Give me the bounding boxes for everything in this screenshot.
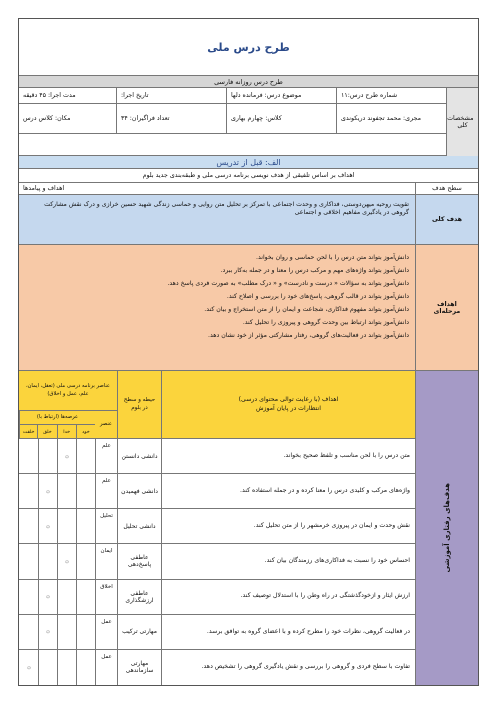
framework-note: اهداف بر اساس تلفیقی از هدف نویسی برنامه درسی ملی و طبقه‌بندی جدید بلوم bbox=[19, 169, 478, 183]
area-cell bbox=[20, 650, 38, 685]
table-row bbox=[19, 509, 415, 544]
curriculum-element: اخلاق bbox=[95, 580, 117, 614]
table-header-domain: حیطه و سطح در بلوم bbox=[117, 371, 161, 439]
area-cell bbox=[57, 439, 76, 473]
stage-goal-item: دانش‌آموز بتواند به سؤالات « درست و نادرست» و « درک مطلب» به صورت فردی پاسخ دهد. bbox=[167, 280, 409, 287]
areas-title: عرصه‌ها (ارتباط با) bbox=[19, 411, 95, 425]
lesson-topic: موضوع درس: فرمانده دلها bbox=[226, 88, 336, 104]
area-cell bbox=[57, 650, 76, 685]
element-col-title: عنصر bbox=[99, 421, 113, 428]
area-cell bbox=[76, 509, 95, 543]
duration: مدت اجرا: ۴۵ دقیقه bbox=[19, 88, 116, 104]
stage-goal-item: دانش‌آموز بتواند مفهوم فداکاری، شجاعت و ایمان را از متن استخراج و بیان کند. bbox=[204, 306, 409, 313]
area-mark-icon: ۞ bbox=[65, 557, 69, 565]
elements-title: عناصر برنامه درسی ملی (تعقل، ایمان، علم، عمل و اخلاق) bbox=[19, 371, 117, 411]
area-cell bbox=[76, 615, 95, 649]
areas-sub-header bbox=[19, 425, 95, 439]
table-row bbox=[19, 615, 415, 650]
area-god: خدا bbox=[57, 425, 76, 439]
area-cell bbox=[38, 580, 57, 614]
curriculum-element: علم bbox=[95, 439, 117, 473]
curriculum-element: تحلیل bbox=[95, 509, 117, 543]
behavior-goal-text: احساس خود را نسبت به فداکاری‌های رزمندگان بیان کند. bbox=[161, 544, 415, 578]
area-cell bbox=[38, 509, 57, 543]
stage-goals-list bbox=[19, 245, 415, 371]
behavior-goal-text: در فعالیت گروهی، نظرات خود را مطرح کرده و با اعضای گروه به توافق برسد. bbox=[161, 615, 415, 649]
bloom-domain: مهارتی ترکیب bbox=[117, 615, 161, 649]
area-cell bbox=[76, 544, 95, 578]
execution-date: تاریخ اجرا: bbox=[116, 88, 226, 104]
table-row bbox=[19, 650, 415, 685]
area-cell bbox=[38, 439, 57, 473]
class-name: کلاس: چهارم بهاری bbox=[226, 104, 336, 134]
stage-goal-item: دانش‌آموز بتواند در فعالیت‌های گروهی، رفتار مشارکتی مؤثر از خود نشان دهد. bbox=[208, 332, 409, 339]
stage-goal-item: دانش‌آموز بتواند در قالب گروهی، پاسخ‌های خود را بررسی و اصلاح کند. bbox=[226, 293, 409, 300]
area-cell bbox=[20, 474, 38, 508]
area-cell bbox=[20, 544, 38, 578]
stage-goals-label: اهداف مرحله‌ای bbox=[415, 245, 478, 371]
area-self: خود bbox=[76, 425, 95, 439]
behavior-goal-text: متن درس را با لحن مناسب و تلفظ صحیح بخواند. bbox=[161, 439, 415, 473]
bloom-domain: دانشی تحلیل bbox=[117, 509, 161, 543]
behavior-goal-text: ارزش ایثار و ازخودگذشتگی در راه وطن را با استدلال توصیف کند. bbox=[161, 580, 415, 614]
area-mark-icon: ۞ bbox=[46, 487, 50, 495]
area-cell bbox=[57, 580, 76, 614]
stage-goal-item: دانش‌آموز بتواند متن درس را با لحن حماسی و روان بخواند. bbox=[256, 254, 409, 261]
bloom-domain: عاطفی ارزشگذاری bbox=[117, 580, 161, 614]
session-number: شماره طرح درس:۱۱ bbox=[336, 88, 446, 104]
general-goal-label: هدف کلی bbox=[415, 195, 478, 245]
area-cell bbox=[76, 650, 95, 685]
area-mark-icon: ۞ bbox=[46, 522, 50, 530]
curriculum-element: ایمان bbox=[95, 544, 117, 578]
area-cell bbox=[20, 509, 38, 543]
table-row bbox=[19, 580, 415, 615]
area-cell bbox=[76, 580, 95, 614]
curriculum-element: عمل bbox=[95, 615, 117, 649]
area-cell bbox=[38, 650, 57, 685]
goals-header: اهداف و پیامدها bbox=[19, 183, 415, 195]
area-mark-icon: ۞ bbox=[65, 452, 69, 460]
area-cell bbox=[38, 544, 57, 578]
table-row bbox=[19, 474, 415, 509]
stage-goal-item: دانش‌آموز بتواند واژه‌های مهم و مرکب درس را معنا و در جمله به‌کار ببرد. bbox=[220, 267, 409, 274]
area-people: خلق bbox=[37, 425, 56, 439]
bloom-domain: مهارتی سازماندهی bbox=[117, 650, 161, 685]
place: مکان: کلاس درس bbox=[19, 104, 116, 134]
area-cell bbox=[20, 439, 38, 473]
area-mark-icon: ۞ bbox=[46, 593, 50, 601]
area-mark-icon: ۞ bbox=[46, 628, 50, 636]
teacher-name: مجری: محمد تجفوند دریکوندی bbox=[336, 104, 446, 134]
area-cell bbox=[57, 474, 76, 508]
curriculum-element: علم bbox=[95, 474, 117, 508]
area-cell bbox=[38, 474, 57, 508]
area-cell bbox=[76, 439, 95, 473]
area-mark-icon: ۞ bbox=[27, 663, 31, 671]
area-cell bbox=[20, 580, 38, 614]
info-side-label: مشخصات کلی bbox=[446, 88, 478, 156]
general-goal-text: تقویت روحیه میهن‌دوستی، فداکاری و وحدت اجتماعی با تمرکز بر تحلیل متن روایی و حماسی زندگی شهید حسین خرازی و درک نقش مشارکت گروهی در یادگیری مفاهیم اخلاقی و اجتماعی bbox=[19, 195, 415, 245]
area-cell bbox=[57, 615, 76, 649]
area-cell bbox=[57, 544, 76, 578]
behavior-goals-side-label: هدف‌های رفتاری آموزشی bbox=[415, 371, 478, 685]
behavior-goal-text: واژه‌های مرکب و کلیدی درس را معنا کرده و در جمله استفاده کند. bbox=[161, 474, 415, 508]
goal-level-label: سطح هدف bbox=[415, 183, 478, 195]
behavior-rows bbox=[19, 439, 415, 685]
area-cell bbox=[76, 474, 95, 508]
section-a-heading: الف: قبل از تدریس bbox=[19, 156, 478, 169]
learner-count: تعداد فراگیران: ۳۴ bbox=[116, 104, 226, 134]
area-cell bbox=[57, 509, 76, 543]
area-creation: خلقت bbox=[22, 429, 35, 435]
bloom-domain: عاطفی پاسخ‌دهی bbox=[117, 544, 161, 578]
page-subtitle: طرح درس روزانه فارسی bbox=[19, 76, 478, 88]
table-header-elements bbox=[19, 371, 117, 439]
curriculum-element: عمل bbox=[95, 650, 117, 685]
area-cell bbox=[38, 615, 57, 649]
table-row bbox=[19, 439, 415, 474]
behavior-goal-text: نقش وحدت و ایمان در پیروزی خرمشهر را از متن تحلیل کند. bbox=[161, 509, 415, 543]
stage-goal-item: دانش‌آموز بتواند ارتباط بین وحدت گروهی و پیروزی را تحلیل کند. bbox=[242, 319, 409, 326]
table-row bbox=[19, 544, 415, 579]
bloom-domain: دانشی فهمیدن bbox=[117, 474, 161, 508]
info-spacer bbox=[19, 134, 446, 156]
bloom-domain: دانشی دانستن bbox=[117, 439, 161, 473]
behavior-goal-text: تفاوت با سطح فردی و گروهی را بررسی و نقش یادگیری گروهی را تشخیص دهد. bbox=[161, 650, 415, 685]
page-title: طرح درس ملی bbox=[19, 19, 478, 76]
table-header-goals: اهداف (با رعایت توالی محتوای درسی) انتظارات در پایان آموزش bbox=[161, 371, 415, 439]
lesson-plan-sheet bbox=[18, 18, 479, 686]
info-block bbox=[19, 88, 478, 156]
area-cell bbox=[20, 615, 38, 649]
